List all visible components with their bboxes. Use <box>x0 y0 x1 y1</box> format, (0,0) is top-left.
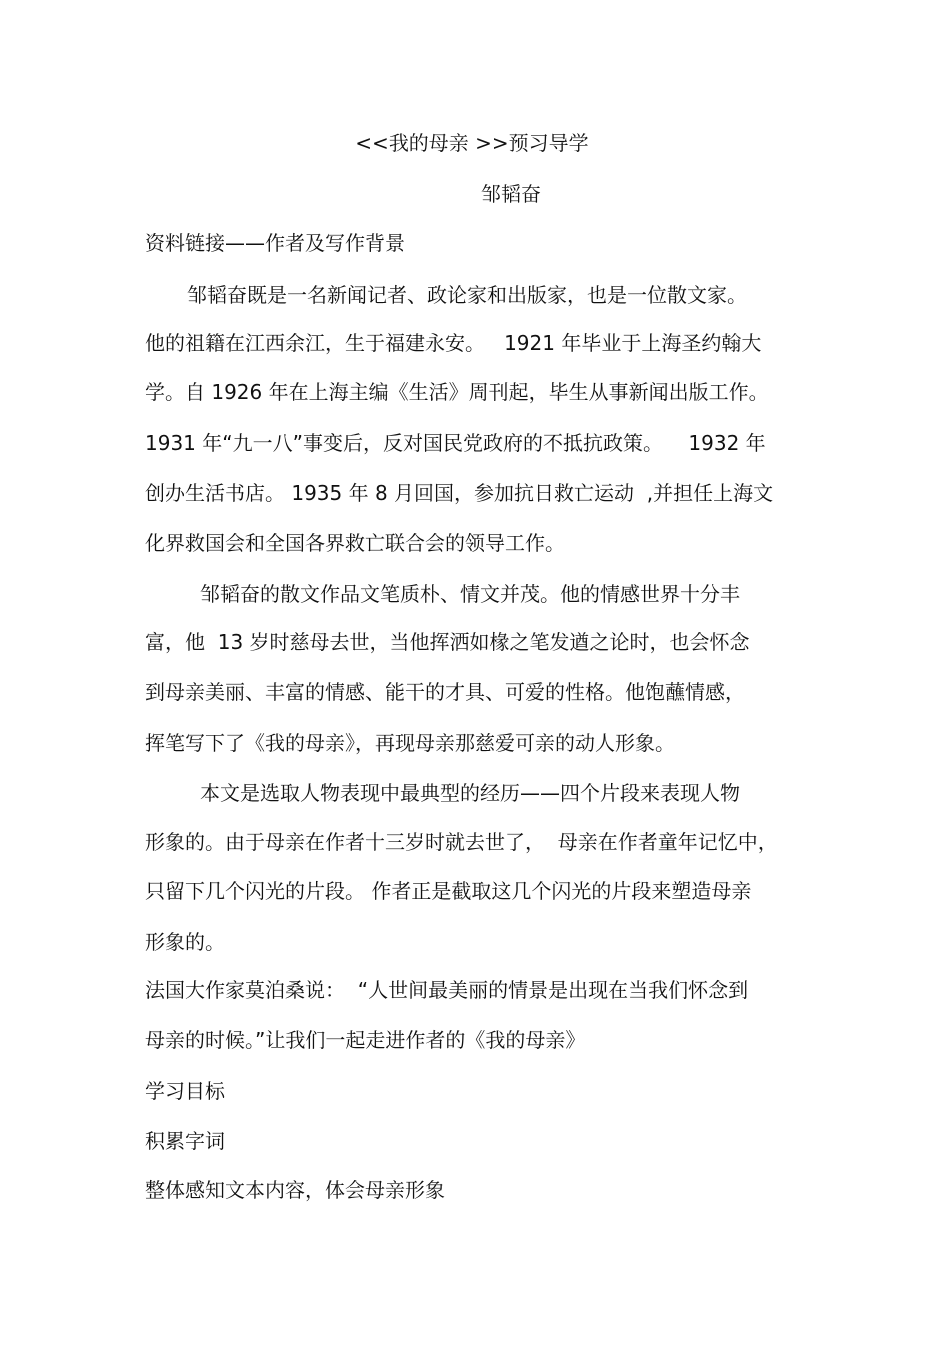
paragraph-line: 本文是选取人物表现中最典型的经历——四个片段来表现人物 <box>200 781 740 805</box>
quote-line: 法国大作家莫泊桑说： “人世间最美丽的情景是出现在当我们怀念到 <box>145 978 749 1002</box>
quote-line: 母亲的时候。”让我们一起走进作者的《我的母亲》 <box>145 1028 586 1052</box>
paragraph-line: 1931 年“九一八”事变后，反对国民党政府的不抵抗政策。 1932 年 <box>145 431 766 455</box>
paragraph-line: 创办生活书店。 1935 年 8 月回国，参加抗日救亡运动 ,并担任上海文 <box>145 481 774 505</box>
paragraph-line: 他的祖籍在江西余江，生于福建永安。 1921 年毕业于上海圣约翰大 <box>145 331 762 355</box>
paragraph-line: 学。自 1926 年在上海主编《生活》周刊起，毕生从事新闻出版工作。 <box>145 380 769 404</box>
paragraph-line: 化界救国会和全国各界救亡联合会的领导工作。 <box>145 531 565 555</box>
goals-heading: 学习目标 <box>145 1079 225 1103</box>
goal-item: 积累字词 <box>145 1129 225 1153</box>
document-title: <<我的母亲 >>预习导学 <box>355 131 589 155</box>
goal-item: 整体感知文本内容，体会母亲形象 <box>145 1178 445 1202</box>
author-name: 邹韬奋 <box>481 182 541 206</box>
section-heading: 资料链接——作者及写作背景 <box>145 231 405 255</box>
paragraph-line: 富，他 13 岁时慈母去世，当他挥洒如椽之笔发遒之论时，也会怀念 <box>145 630 750 654</box>
paragraph-line: 邹韬奋的散文作品文笔质朴、情文并茂。他的情感世界十分丰 <box>200 582 740 606</box>
paragraph-line: 形象的。 <box>145 930 225 954</box>
paragraph-line: 形象的。由于母亲在作者十三岁时就去世了， 母亲在作者童年记忆中， <box>145 830 778 854</box>
paragraph-line: 到母亲美丽、丰富的情感、能干的才具、可爱的性格。他饱蘸情感， <box>145 680 745 704</box>
paragraph-line: 邹韬奋既是一名新闻记者、政论家和出版家，也是一位散文家。 <box>187 283 747 307</box>
paragraph-line: 只留下几个闪光的片段。 作者正是截取这几个闪光的片段来塑造母亲 <box>145 879 752 903</box>
paragraph-line: 挥笔写下了《我的母亲》，再现母亲那慈爱可亲的动人形象。 <box>145 731 675 755</box>
